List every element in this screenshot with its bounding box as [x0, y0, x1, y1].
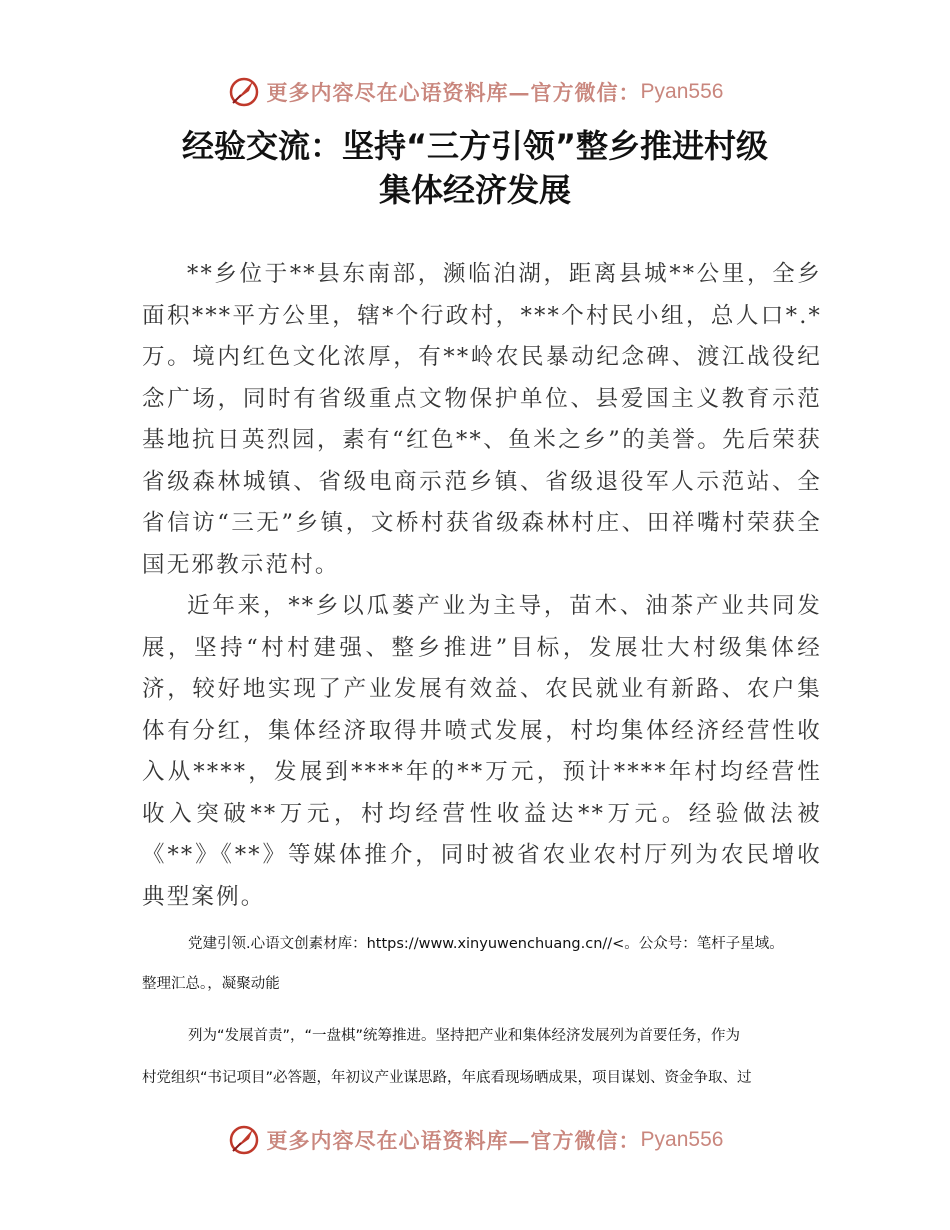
footer-banner — [0, 1120, 950, 1160]
header-banner — [0, 72, 950, 112]
document-title — [100, 124, 850, 212]
paragraph-2: 近年来，**乡以瓜蒌产业为主导，苗木、油茶产业共同发展，坚持“村村建强、整乡推进”目标，发展壮大村级集体经济，较好地实现了产业发展有效益、农民就业有新路、农户集体有分红，集体经济取得井喷式发展，村均集体经济经营性收入从****，发展到****年的**万元，预计****年村均经营性收入突破**万元，村均经营性收益达**万元。经验做法被《**》《**》等媒体推介，同时被省农业农村厅列为农民增收典型案例。 — [142, 593, 822, 910]
source-note-line-2: 整理汇总。，凝聚动能 — [142, 976, 280, 992]
banner-account: Pyan556 — [640, 1128, 724, 1151]
section-text-line-1: 列为“发展首责”，“一盘棋”统筹推进。坚持把产业和集体经济发展列为首要任务，作为 — [188, 1028, 741, 1044]
paragraph-1: **乡位于**县东南部，濒临泊湖，距离县城**公里，全乡面积***平方公里，辖*个行政村，***个村民小组，总人口*.*万。境内红色文化浓厚，有**岭农民暴动纪念碑、渡江战役纪念广场，同时有省级重点文物保护单位、县爱国主义教育示范基地抗日英烈园，素有“红色**、鱼米之乡”的美誉。先后荣获省级森林城镇、省级电商示范乡镇、省级退役军人示范站、全省信访“三无”乡镇，文桥村获省级森林村庄、田祥嘴村荣获全国无邪教示范村。 — [142, 261, 822, 578]
title-line-1: 经验交流：坚持“三方引领”整乡推进村级 — [181, 127, 769, 165]
banner-text: 更多内容尽在心语资料库—官方微信： — [266, 1128, 641, 1153]
title-line-2: 集体经济发展 — [378, 171, 571, 209]
quill-logo-icon — [227, 75, 261, 109]
section-text-line-2: 村党组织“书记项目”必答题，年初议产业谋思路，年底看现场晒成果，项目谋划、资金争取、过 — [142, 1070, 752, 1086]
banner-text: 更多内容尽在心语资料库—官方微信： — [266, 80, 641, 105]
banner-account: Pyan556 — [640, 80, 724, 103]
quill-logo-icon — [227, 1123, 261, 1157]
source-note-line-1: 党建引领.心语文创素材库：https://www.xinyuwenchuang.cn//<。公众号：笔杆子星域。 — [188, 936, 784, 952]
